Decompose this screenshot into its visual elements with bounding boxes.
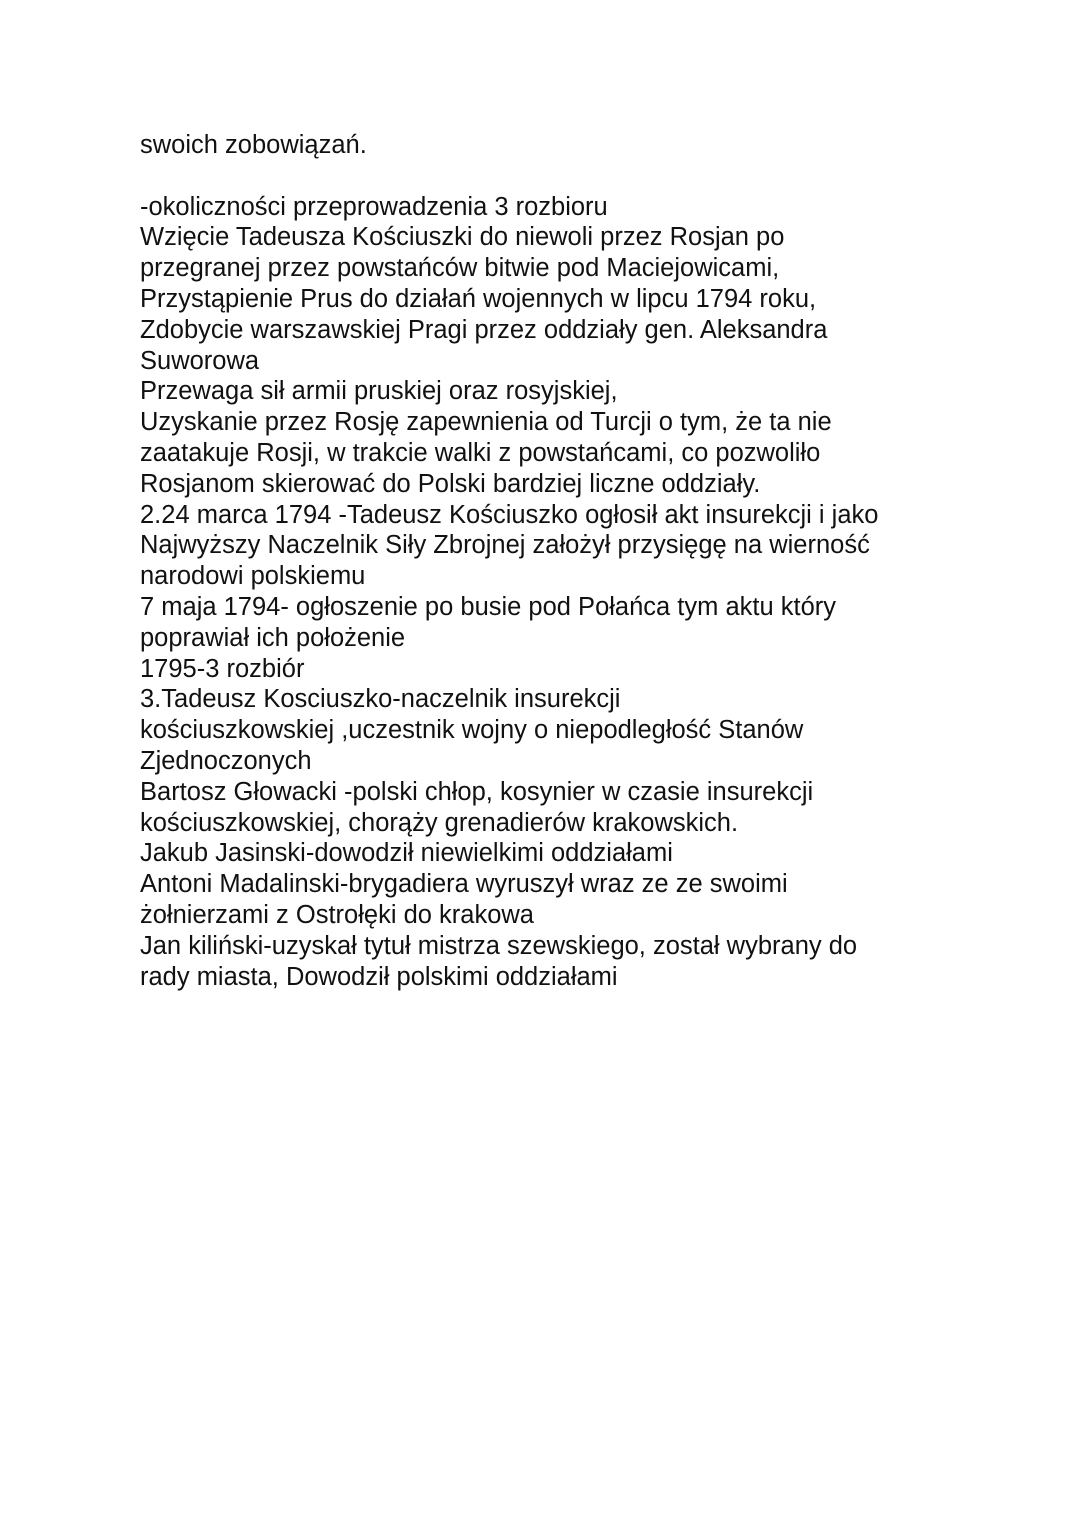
text-line: Zjednoczonych [140,746,312,775]
text-line: Bartosz Głowacki -polski chłop, kosynier w czasie insurekcji [140,777,814,806]
text-line: 3.Tadeusz Kosciuszko-naczelnik insurekcji [140,685,621,714]
text-line: narodowi polskiemu [140,562,366,591]
text-line: żołnierzami z Ostrołęki do krakowa [140,900,534,929]
section-heading: -okoliczności przeprowadzenia 3 rozbioru [140,192,608,221]
text-line: Jakub Jasinski-dowodził niewielkimi oddziałami [140,839,673,868]
text-line: Uzyskanie przez Rosję zapewnienia od Turcji o tym, że ta nie [140,408,832,437]
text-line: Rosjanom skierować do Polski bardziej liczne oddziały. [140,469,761,498]
text-line: zaatakuje Rosji, w trakcie walki z powstańcami, co pozwoliło [140,438,821,467]
text-line: 1795-3 rozbiór [140,654,305,683]
text-line: Przystąpienie Prus do działań wojennych w lipcu 1794 roku, [140,284,817,313]
text-line: Zdobycie warszawskiej Pragi przez oddziały gen. Aleksandra [140,315,828,344]
text-line: rady miasta, Dowodził polskimi oddziałami [140,962,618,991]
text-line: Najwyższy Naczelnik Siły Zbrojnej założył przysięgę na wierność [140,531,870,560]
text-line: 2.24 marca 1794 -Tadeusz Kościuszko ogłosił akt insurekcji i jako [140,500,879,529]
text-line: kościuszkowskiej ,uczestnik wojny o niepodległość Stanów [140,716,804,745]
text-line: poprawiał ich położenie [140,623,406,652]
text-line: Przewaga sił armii pruskiej oraz rosyjskiej, [140,377,618,406]
text-line: Antoni Madalinski-brygadiera wyruszył wraz ze ze swoimi [140,870,788,899]
text-line: Suworowa [140,346,260,375]
text-line: kościuszkowskiej, chorąży grenadierów krakowskich. [140,808,739,837]
document-text [140,130,940,992]
blank-line [140,161,940,192]
text-line: swoich zobowiązań. [140,131,367,159]
text-line: przegranej przez powstańców bitwie pod Maciejowicami, [140,254,780,283]
text-line: 7 maja 1794- ogłoszenie po busie pod Połańca tym aktu który [140,592,836,621]
text-line: Jan kiliński-uzyskał tytuł mistrza szewskiego, został wybrany do [140,931,858,960]
text-line: Wzięcie Tadeusza Kościuszki do niewoli przez Rosjan po [140,223,785,252]
